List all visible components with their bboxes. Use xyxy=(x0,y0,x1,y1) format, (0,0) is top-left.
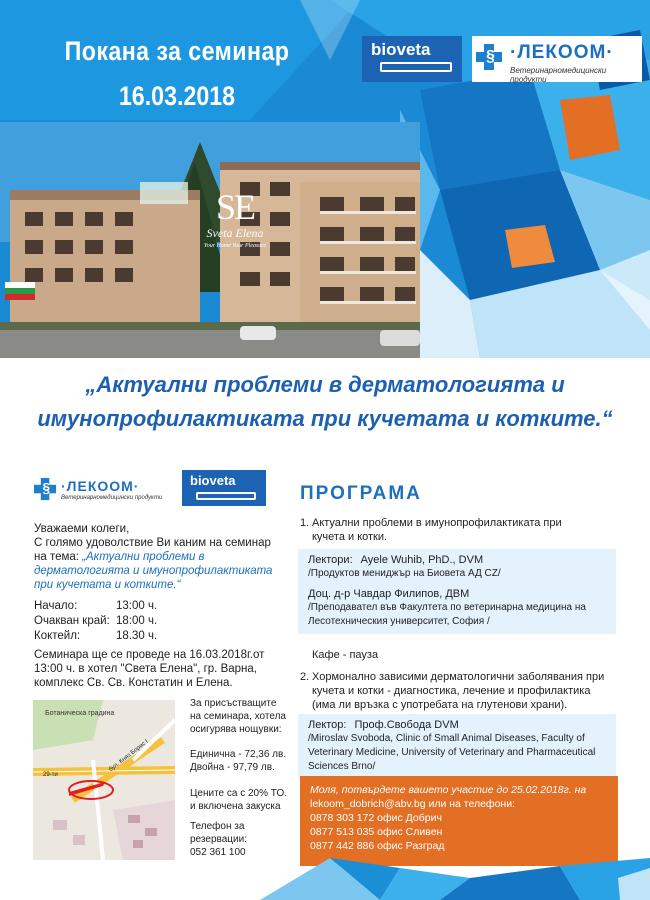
intro-line-3: дерматологията и имунопрофилактиката xyxy=(34,565,273,577)
seminar-date: 16.03.2018 xyxy=(118,81,236,111)
vat-line-2: и включена закуска xyxy=(190,801,281,812)
lecturer-name: Проф.Свобода DVM xyxy=(354,719,459,731)
time-row-end xyxy=(34,614,157,629)
venue-line-1: Семинара ще се проведе на 16.03.2018г.от xyxy=(34,649,265,661)
intro-line-2 xyxy=(34,550,284,564)
item-number: 1. xyxy=(300,517,310,529)
phone-line-2: резервации: xyxy=(190,834,247,845)
accommodation-text xyxy=(190,697,286,736)
time-row-cocktail xyxy=(34,629,157,644)
item-text: Актуални проблеми в имунопрофилактиката при xyxy=(312,517,562,529)
vial-icon xyxy=(196,492,256,500)
program-item-1-line-1 xyxy=(300,516,620,530)
time-label: Очакван край: xyxy=(34,615,110,627)
venue-line-2: 13:00 ч. в хотел "Света Елена", гр. Варна, xyxy=(34,663,257,675)
invitation-title xyxy=(22,36,332,112)
bioveta-logo-text: bioveta xyxy=(190,473,236,488)
item-number: 2. xyxy=(300,671,310,683)
schedule-times xyxy=(34,599,157,644)
map-label-street: бул. Княз Борис I xyxy=(108,738,150,774)
lecturer-role-line-1: /Miroslav Svoboda, Clinic of Small Animal Diseases, Faculty of xyxy=(308,733,585,744)
program-item-2 xyxy=(300,670,620,712)
program-item-2-line-3: (има ли връзка с употребата на глутенови храни). xyxy=(312,699,568,711)
map-image xyxy=(33,700,175,860)
lecturer-role-line-1: /Преподавател във Факултета по ветеринарна медицина на xyxy=(308,602,586,613)
rsvp-phone-3: 0877 442 886 офис Разград xyxy=(310,840,445,852)
time-label: Коктейл: xyxy=(34,630,81,642)
lecturer-name: Доц. д-р Чавдар Филипов, ДВМ xyxy=(308,588,470,600)
location-map xyxy=(33,700,175,860)
time-label: Начало: xyxy=(34,600,78,612)
lecturer-name: Ayele Wuhib, PhD., DVM xyxy=(360,554,484,566)
medical-cross-icon: § xyxy=(476,44,502,70)
lecturer-3 xyxy=(308,718,606,732)
rsvp-email-line: lekoom_dobrich@abv.bg или на телефони: xyxy=(310,798,515,810)
rsvp-line-1 xyxy=(310,783,608,797)
coffee-break: Кафе - пауза xyxy=(312,649,379,661)
lecturer-label: Лектор: xyxy=(308,719,347,731)
lecturer-label: Лектори: xyxy=(308,554,353,566)
lecturer-role-line-3: Sciences Brno/ xyxy=(308,761,376,772)
map-label-garden: Ботаническа градина xyxy=(45,710,115,717)
bioveta-logo xyxy=(362,36,462,82)
stay-line-3: осигурява нощувки: xyxy=(190,724,282,735)
hotel-name: Sveta Elena xyxy=(206,226,264,240)
lekoom-logo-text: ·ЛЕКООМ· xyxy=(61,478,140,494)
hotel-logo xyxy=(190,186,280,249)
time-value: 13:00 ч. xyxy=(116,600,158,612)
lecturer-box-2 xyxy=(298,583,616,634)
stay-line-1: За присъстващите xyxy=(190,698,277,709)
lecturer-role-line-2: Veterinary Medicine, University of Veterinary and Pharmaceutical xyxy=(308,747,596,758)
time-row-start xyxy=(34,599,157,614)
bioveta-logo-text: bioveta xyxy=(371,40,431,59)
bottom-geometric-decoration xyxy=(0,838,650,900)
lekoom-logo-text: ·ЛЕКООМ· xyxy=(510,42,614,63)
price-notes xyxy=(190,787,287,813)
rsvp-text: Моля, потвърдете вашето участие до 25.02.2018г. на xyxy=(310,784,587,796)
headline-line-2: имунопрофилактиката при кучетата и котките.“ xyxy=(37,406,613,431)
program-item-1 xyxy=(300,516,620,544)
rsvp-phone-2: 0877 513 035 офис Сливен xyxy=(310,826,443,838)
time-value: 18:00 ч. xyxy=(116,615,158,627)
left-logos xyxy=(34,474,264,508)
lekoom-tagline: Ветеринарномедицински продукти xyxy=(61,495,163,501)
headline-line-1: „Актуални проблеми в дерматологията и xyxy=(85,372,565,397)
lecturer-box-1 xyxy=(298,549,616,586)
map-label-road: 29-ти xyxy=(43,772,58,778)
lekoom-logo xyxy=(472,36,642,82)
bioveta-logo xyxy=(182,470,266,506)
program-title: ПРОГРАМА xyxy=(300,483,422,504)
lecturer-role: /Продуктов мениджър на Биовета АД CZ/ xyxy=(308,568,501,579)
invitation-text xyxy=(34,522,284,592)
vat-line-1: Цените са с 20% ТО. xyxy=(190,788,288,799)
intro-topic: „Актуални проблеми в xyxy=(82,551,205,563)
rsvp-phone-1: 0878 303 172 офис Добрич xyxy=(310,812,442,824)
phone-number: 052 361 100 xyxy=(190,847,246,858)
hotel-monogram: SE xyxy=(215,187,254,227)
title-line-1: Покана за семинар xyxy=(64,36,290,66)
hotel-tagline: Your Home Your Pleasure xyxy=(203,243,267,249)
venue-text xyxy=(34,648,284,690)
phone-line-1: Телефон за xyxy=(190,821,245,832)
price-single: Единична - 72,36 лв. xyxy=(190,749,287,760)
item-text: Хормонално зависими дерматологични заболявания при xyxy=(312,671,605,683)
room-prices xyxy=(190,748,286,774)
top-banner xyxy=(0,0,650,358)
program-item-2-line-1 xyxy=(300,670,620,684)
medical-cross-icon: § xyxy=(34,478,56,500)
lekoom-tagline: Ветеринарномедицински продукти xyxy=(510,66,607,84)
lecturer-role-line-2: Лесотехническия университет, София / xyxy=(308,616,490,627)
greeting: Уважаеми колеги, xyxy=(34,523,130,535)
program-item-2-line-2: кучета и котки - диагностика, лечение и профилактика xyxy=(312,685,591,697)
program-item-1-line-2: кучета и котки. xyxy=(312,531,388,543)
seminar-topic-headline xyxy=(20,368,630,436)
intro-prefix: на тема: xyxy=(34,551,83,563)
lecturer-box-3 xyxy=(298,714,616,779)
stay-line-2: на семинара, хотела xyxy=(190,711,286,722)
venue-line-3: комплекс Св. Св. Констатин и Елена. xyxy=(34,677,233,689)
vial-icon xyxy=(380,62,452,72)
intro-line-1: С голямо удоволствие Ви каним на семинар xyxy=(34,537,271,549)
intro-line-4: при кучетата и котките.“ xyxy=(34,579,181,591)
price-double: Двойна - 97,79 лв. xyxy=(190,762,275,773)
time-value: 18.30 ч. xyxy=(116,630,158,642)
lecturer-1 xyxy=(308,553,606,567)
